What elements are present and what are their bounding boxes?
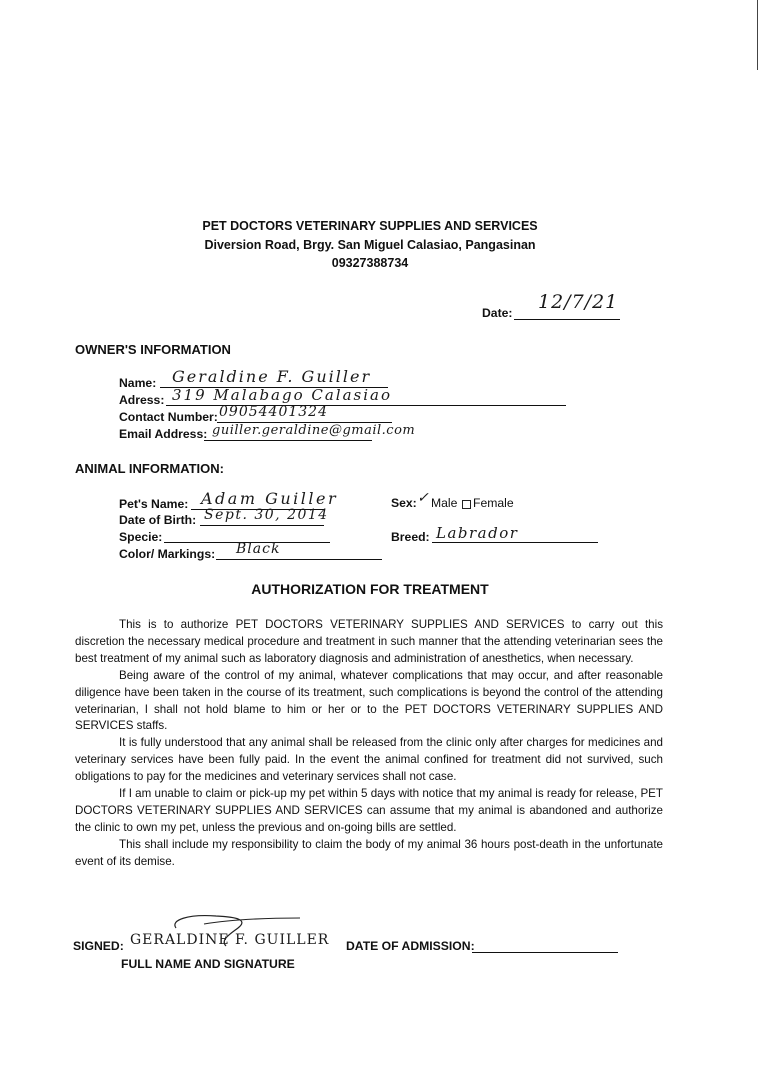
pet-name-label: Pet's Name:: [119, 497, 189, 511]
pet-name-value: Adam Guiller: [201, 489, 339, 508]
breed-label: Breed:: [391, 530, 430, 544]
page-edge-line: [757, 0, 758, 70]
date-of-admission-label: DATE OF ADMISSION:: [346, 939, 475, 953]
owner-address-label: Adress:: [119, 393, 165, 407]
sex-label: Sex:: [391, 496, 417, 510]
owner-email-underline: [204, 440, 372, 441]
color-underline: [216, 559, 382, 560]
owner-email-label: Email Address:: [119, 427, 208, 441]
signed-label: SIGNED:: [73, 939, 124, 953]
breed-value: Labrador: [436, 524, 519, 542]
dob-value: Sept. 30, 2014: [204, 507, 329, 523]
sex-female-option: Female: [473, 496, 514, 510]
signed-name-value: GERALDINE F. GUILLER: [130, 932, 330, 948]
authorization-paragraph-5: This shall include my responsibility to claim the body of my animal 36 hours post-death in the unfortunate event of its demise.: [75, 837, 663, 868]
dob-label: Date of Birth:: [119, 513, 197, 527]
date-label: Date:: [482, 306, 513, 320]
owner-contact-label: Contact Number:: [119, 410, 218, 424]
date-of-admission-underline: [472, 952, 618, 953]
clinic-name: PET DOCTORS VETERINARY SUPPLIES AND SERVICES: [202, 219, 538, 233]
authorization-paragraph-1: This is to authorize PET DOCTORS VETERINARY SUPPLIES AND SERVICES to carry out this discretion the necessary medical procedure and treatment in such manner that the attending veterinarian sees the best treatment of my animal such as laboratory diagnosis and administration of anesthetics, when necessary.: [75, 618, 663, 665]
date-underline: [514, 319, 620, 320]
sex-male-check-mark: ✓: [417, 490, 429, 506]
owner-name-value: Geraldine F. Guiller: [172, 367, 372, 386]
clinic-phone: 09327388734: [331, 256, 409, 270]
owner-email-value: guiller.geraldine@gmail.com: [212, 423, 416, 438]
clinic-address: Diversion Road, Brgy. San Miguel Calasiao, Pangasinan: [204, 237, 536, 252]
color-value: Black: [236, 541, 281, 557]
sex-female-checkbox: [459, 496, 473, 514]
authorization-paragraph-4: If I am unable to claim or pick-up my pet within 5 days with notice that my animal is ready for release, PET DOCTORS VETERINARY SUPPLIES AND SERVICES can assume that my animal is abandoned and authorize the clinic to own my pet, unless the previous and on-going bills are settled.: [75, 787, 663, 834]
owner-name-label: Name:: [119, 376, 157, 390]
specie-label: Specie:: [119, 530, 163, 544]
animal-section-title: ANIMAL INFORMATION:: [75, 461, 224, 476]
owner-address-value: 319 Malabago Calasiao: [172, 386, 393, 404]
owner-contact-value: 09054401324: [219, 404, 328, 420]
clinic-header: [0, 217, 740, 273]
color-label: Color/ Markings:: [119, 547, 216, 561]
breed-underline: [432, 542, 598, 543]
authorization-paragraph-2: Being aware of the control of my animal, whatever complications that may occur, and after reasonable diligence have been taken in the course of its treatment, such complications is beyond the control of the attending veterinarian, I shall not hold blame to him or her or to the PET DOCTORS VETERINARY SUPPLIES AND SERVICES staffs.: [75, 668, 663, 733]
owner-section-title: OWNER'S INFORMATION: [75, 342, 231, 357]
dob-underline: [200, 525, 324, 526]
authorization-title: AUTHORIZATION FOR TREATMENT: [251, 581, 489, 597]
signature-caption: FULL NAME AND SIGNATURE: [121, 957, 295, 971]
authorization-paragraph-3: It is fully understood that any animal shall be released from the clinic only after charges for medicines and veterinary services have been fully paid. In the event the animal confined for treatment did not survived, such obligations to pay for the medicines and veterinary services shall not case.: [75, 736, 663, 784]
date-value: 12/7/21: [538, 291, 619, 313]
sex-male-option: Male: [431, 496, 458, 510]
authorization-body: [75, 617, 663, 871]
